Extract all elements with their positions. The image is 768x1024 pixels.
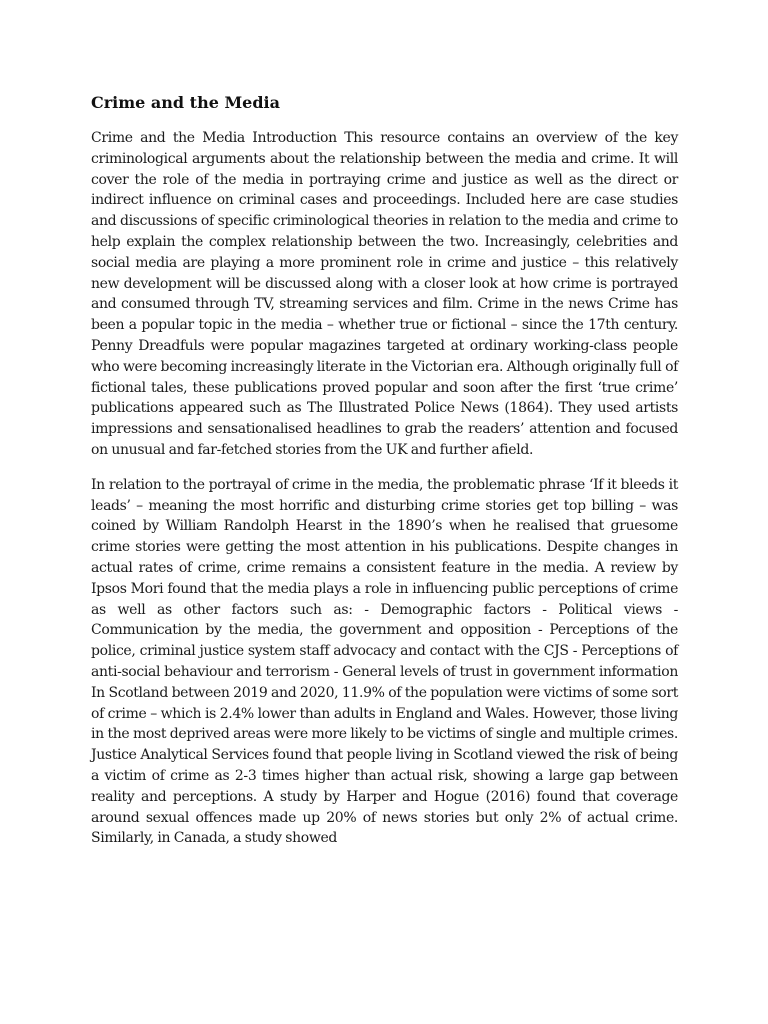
document-title: Crime and the Media xyxy=(91,93,280,112)
paragraph-portrayal: In relation to the portrayal of crime in the media, the problematic phrase ‘If it bleeds it leads’ – meaning the most horrific and disturbing crime stories get top billing – was coined by William Randolph Hearst in the 1890’s when he realised that gruesome crime stories were getting the most attention in his publications. Despite changes in actual rates of crime, crime remains a consistent feature in the media. A review by Ipsos Mori found that the media plays a role in influencing public perceptions of crime as well as other factors such as: - Demographic factors - Political views - Communication by the media, the government and opposition - Perceptions of the police, criminal justice system staff advocacy and contact with the CJS - Perceptions of anti-social behaviour and terrorism - General levels of trust in government information In Scotland between 2019 and 2020, 11.9% of the population were victims of some sort of crime – which is 2.4% lower than adults in England and Wales. However, those living in the most deprived areas were more likely to be victims of single and multiple crimes. Justice Analytical Services found that people living in Scotland viewed the risk of being a victim of crime as 2-3 times higher than actual risk, showing a large gap between reality and perceptions. A study by Harper and Hogue (2016) found that coverage around sexual offences made up 20% of news stories but only 2% of actual crime. Similarly, in Canada, a study showed xyxy=(91,476,678,847)
document-body xyxy=(91,92,678,863)
paragraph-introduction: Crime and the Media Introduction This resource contains an overview of the key criminological arguments about the relationship between the media and crime. It will cover the role of the media in portraying crime and justice as well as the direct or indirect influence on criminal cases and proceedings. Included here are case studies and discussions of specific criminological theories in relation to the media and crime to help explain the complex relationship between the two. Increasingly, celebrities and social media are playing a more prominent role in crime and justice – this relatively new development will be discussed along with a closer look at how crime is portrayed and consumed through TV, streaming services and film. Crime in the news Crime has been a popular topic in the media – whether true or fictional – since the 17th century. Penny Dreadfuls were popular magazines targeted at ordinary working-class people who were becoming increasingly literate in the Victorian era. Although originally full of fictional tales, these publications proved popular and soon after the first ‘true crime’ publications appeared such as The Illustrated Police News (1864). They used artists impressions and sensationalised headlines to grab the readers’ attention and focused on unusual and far-fetched stories from the UK and further afield. xyxy=(91,130,678,458)
